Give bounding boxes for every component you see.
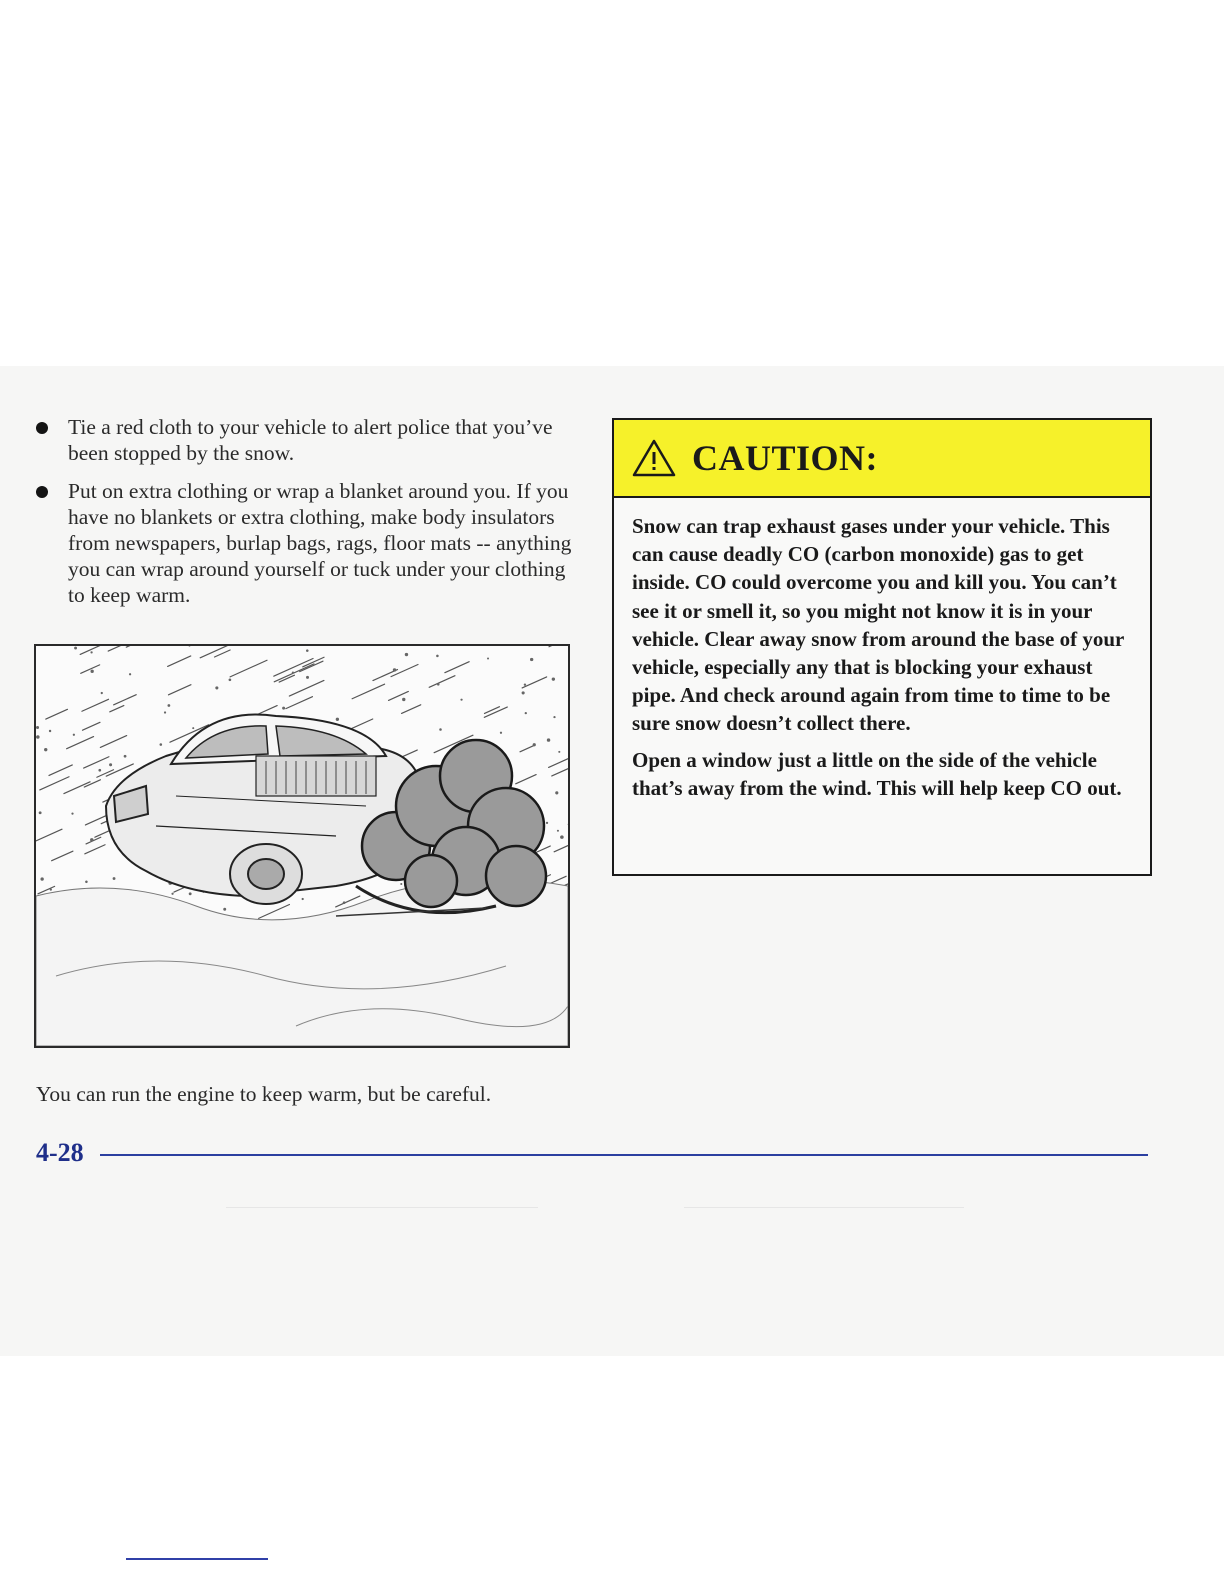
caution-paragraph: Open a window just a little on the side of the vehicle that’s away from the wind. This will help keep CO out. xyxy=(632,747,1122,800)
bullet-text: Tie a red cloth to your vehicle to alert police that you’ve been stopped by the snow. xyxy=(68,415,553,465)
bullet-icon xyxy=(36,422,48,434)
list-item xyxy=(36,414,576,466)
warning-triangle-icon xyxy=(632,438,676,478)
caution-box xyxy=(612,418,1152,876)
engine-warmth-text: You can run the engine to keep warm, but be careful. xyxy=(36,1082,492,1106)
page-number: 4-28 xyxy=(36,1138,84,1167)
list-item xyxy=(36,478,576,608)
caution-body xyxy=(614,498,1150,802)
bullet-icon xyxy=(36,486,48,498)
caution-title: CAUTION: xyxy=(692,438,879,478)
bottom-rule xyxy=(126,1558,268,1560)
faint-divider xyxy=(684,1207,964,1208)
bullet-list xyxy=(36,414,576,620)
page-footer xyxy=(36,1138,1148,1172)
caution-header xyxy=(614,420,1150,498)
footer-rule xyxy=(100,1154,1148,1156)
caution-paragraph: Snow can trap exhaust gases under your vehicle. This can cause deadly CO (carbon monoxide) gas to get inside. CO could overcome you and kill you. You can’t see it or smell it, so you might not know it is in your vehicle. Clear away snow from around the base of your vehicle, especially any that is blocking your exhaust pipe. And check around again from time to time to be sure snow doesn’t collect there. xyxy=(632,514,1124,736)
faint-divider xyxy=(226,1207,538,1208)
snowbound-car-illustration xyxy=(34,644,570,1048)
car-in-snow-image xyxy=(36,646,568,1046)
bullet-text: Put on extra clothing or wrap a blanket around you. If you have no blankets or extra clothing, make body insulators from newspapers, burlap bags, rags, floor mats -- anything you can wrap around yourself or tuck under your clothing to keep warm. xyxy=(68,479,572,607)
